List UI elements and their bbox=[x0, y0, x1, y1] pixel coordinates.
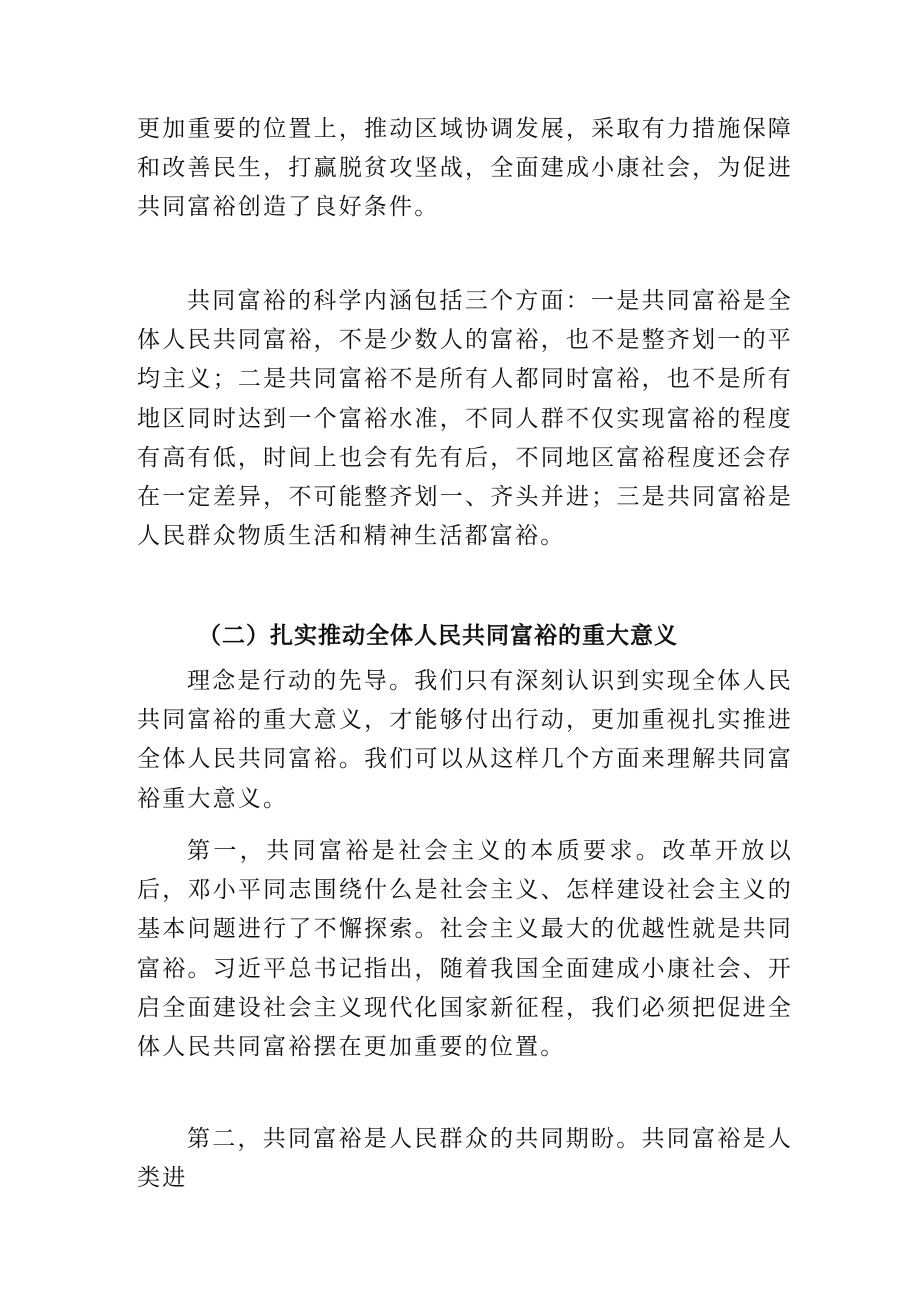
section-heading: （二）扎实推动全体人民共同富裕的重大意义 bbox=[198, 622, 678, 649]
paragraph-connotation: 共同富裕的科学内涵包括三个方面：一是共同富裕是全体人民共同富裕，不是少数人的富裕，也不是整齐划一的平均主义；二是共同富裕不是所有人都同时富裕，也不是所有地区同时达到一个富裕水准，不同人群不仅实现富裕的程度有高有低，时间上也会有先有后，不同地区富裕程度还会存在一定差异，不可能整齐划一、齐头并进；三是共同富裕是人民群众物质生活和精神生活都富裕。 bbox=[137, 288, 793, 550]
paragraph-continuation: 更加重要的位置上，推动区域协调发展，采取有力措施保障和改善民生，打赢脱贫攻坚战，全面建成小康社会，为促进共同富裕创造了良好条件。 bbox=[137, 116, 793, 221]
paragraph-point-two: 第二，共同富裕是人民群众的共同期盼。共同富裕是人类进 bbox=[137, 1126, 793, 1192]
paragraph-point-one: 第一，共同富裕是社会主义的本质要求。改革开放以后，邓小平同志围绕什么是社会主义、怎样建设社会主义的基本问题进行了不懈探索。社会主义最大的优越性就是共同富裕。习近平总书记指出，随着我国全面建成小康社会、开启全面建设社会主义现代化国家新征程，我们必须把促进全体人民共同富裕摆在更加重要的位置。 bbox=[137, 838, 793, 1061]
paragraph-significance-intro: 理念是行动的先导。我们只有深刻认识到实现全体人民共同富裕的重大意义，才能够付出行动，更加重视扎实推进全体人民共同富裕。我们可以从这样几个方面来理解共同富裕重大意义。 bbox=[137, 668, 793, 812]
